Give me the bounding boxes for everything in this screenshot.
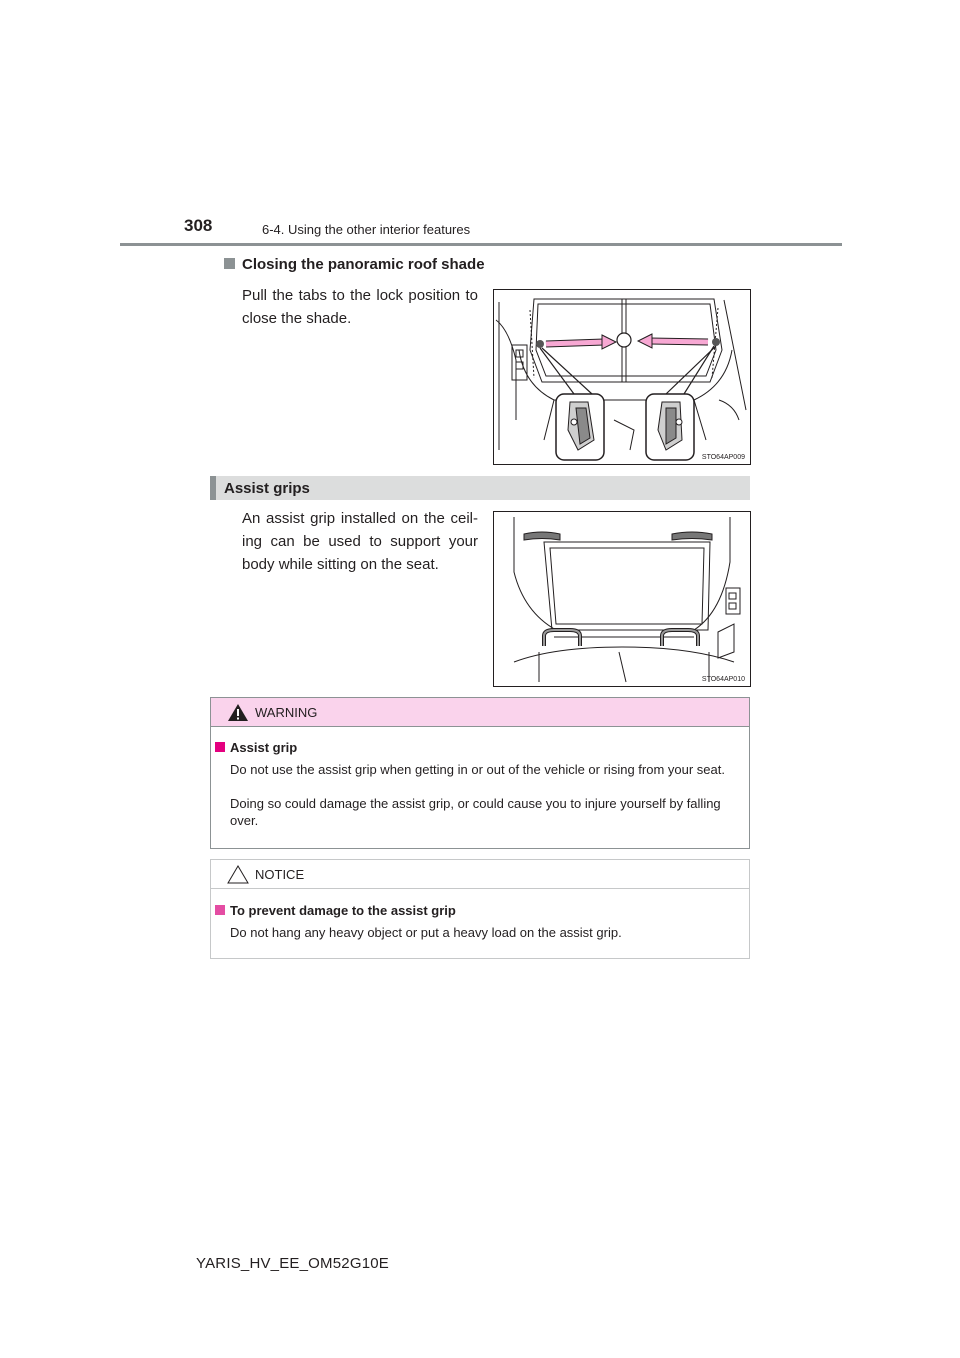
heading-accent — [210, 476, 216, 500]
assist-grip-illustration — [494, 512, 750, 686]
heading-square-icon — [224, 258, 235, 269]
square-bullet-icon — [215, 905, 225, 915]
section-title: 6-4. Using the other interior features — [262, 222, 471, 237]
figure-code: STO64AP009 — [701, 454, 745, 461]
footer-doc-id: YARIS_HV_EE_OM52G10E — [196, 1255, 389, 1272]
closing-shade-body: Pull the tabs to the lock position to close the shade. — [242, 287, 478, 327]
closing-shade-heading-text: Closing the panoramic roof shade — [242, 256, 485, 273]
warning-label: WARNING — [255, 705, 318, 720]
page-number: 308 — [184, 216, 213, 235]
notice-box — [210, 859, 750, 959]
notice-label: NOTICE — [255, 867, 305, 882]
closing-shade-heading — [224, 256, 485, 273]
assist-grips-body: An assist grip installed on the ceil-ing can be used to support your body while sitting on the seat. — [242, 510, 478, 573]
warning-header — [211, 698, 749, 727]
notice-item-text: Do not hang any heavy object or put a heavy load on the assist grip. — [230, 925, 622, 940]
warning-box — [210, 697, 750, 849]
assist-grip-figure — [493, 511, 751, 687]
warning-triangle-icon — [227, 703, 249, 722]
warning-item-title — [215, 740, 297, 755]
assist-grips-heading-bar — [210, 476, 750, 500]
warning-item-text-2: Doing so could damage the assist grip, or could cause you to injure yourself by falling over. — [230, 796, 721, 828]
roof-shade-illustration — [494, 290, 750, 464]
assist-grips-heading: Assist grips — [224, 480, 310, 497]
notice-header — [211, 860, 749, 889]
header-rule — [120, 243, 842, 246]
warning-item-text-1: Do not use the assist grip when getting in or out of the vehicle or rising from your seat. — [230, 762, 725, 777]
notice-item-title — [215, 903, 456, 918]
figure-code: STO64AP010 — [701, 676, 745, 683]
square-bullet-icon — [215, 742, 225, 752]
notice-triangle-icon — [227, 865, 249, 884]
roof-shade-figure — [493, 289, 751, 465]
warning-item-title-text: Assist grip — [230, 740, 298, 755]
notice-item-title-text: To prevent damage to the assist grip — [230, 903, 456, 918]
